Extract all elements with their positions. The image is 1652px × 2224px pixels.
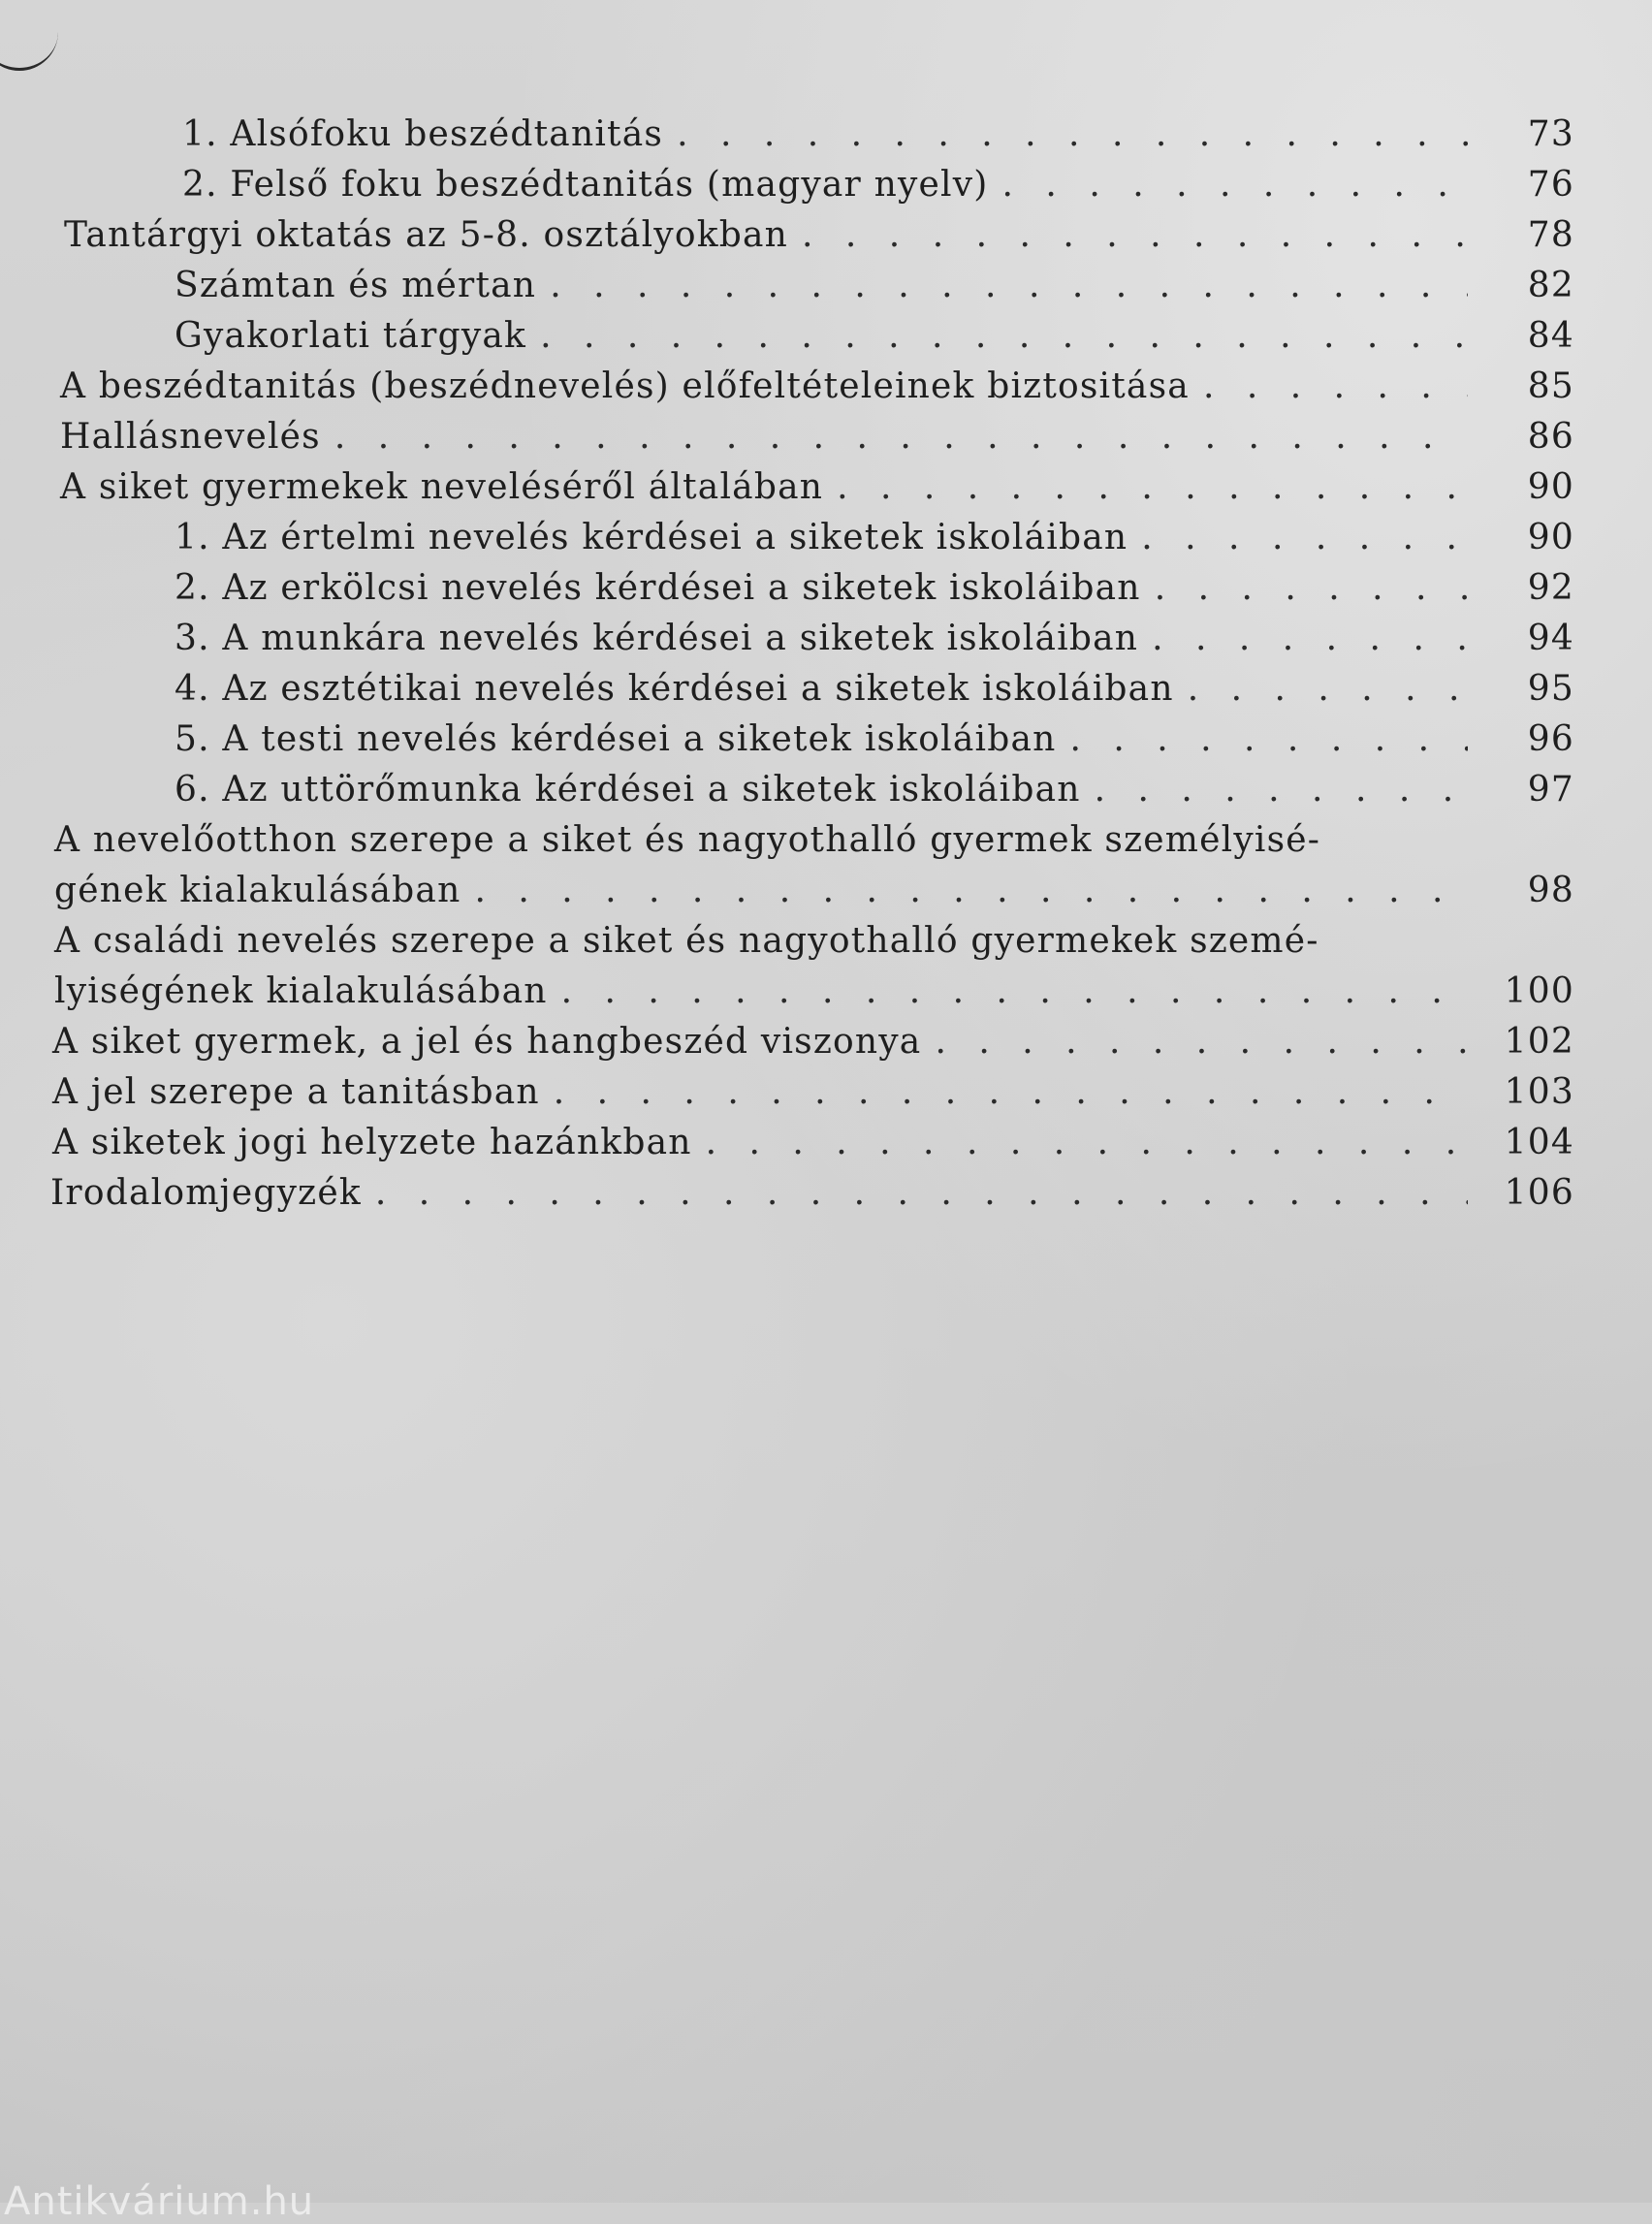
toc-entry-title: lyiségének kialakulásában <box>54 971 548 1011</box>
toc-entry-title: 1. Alsófoku beszédtanitás <box>182 114 664 154</box>
toc-entry <box>182 114 1574 163</box>
toc-entry-title: Gyakorlati tárgyak <box>175 316 527 356</box>
toc-entry <box>175 719 1574 768</box>
toc-entry-page: 78 <box>1527 215 1574 255</box>
toc-entry-page: 86 <box>1527 417 1574 457</box>
toc-entry-title: Irodalomjegyzék <box>50 1173 362 1213</box>
dot-leader <box>802 215 1468 255</box>
toc-entry <box>175 316 1574 365</box>
toc-entry <box>175 669 1574 717</box>
toc-entry <box>60 366 1574 415</box>
toc-entry-title: 1. Az értelmi nevelés kérdései a siketek iskoláiban <box>175 518 1128 557</box>
toc-entry <box>60 417 1574 465</box>
toc-entry-title: A jel szerepe a tanitásban <box>52 1072 540 1112</box>
toc-entry-title: Tantárgyi oktatás az 5-8. osztályokban <box>64 215 789 255</box>
toc-entry-page: 106 <box>1504 1173 1574 1213</box>
toc-entry-page: 97 <box>1527 770 1574 810</box>
dot-leader <box>1188 669 1468 709</box>
toc-entry-page: 73 <box>1527 114 1574 154</box>
toc-entry-page: 98 <box>1527 871 1574 910</box>
toc-entry <box>52 1072 1574 1121</box>
toc-entry-title: A családi nevelés szerepe a siket és nagyothalló gyermekek szemé- <box>54 921 1319 961</box>
toc-entry-title: Hallásnevelés <box>60 417 321 457</box>
toc-entry <box>175 518 1574 566</box>
toc-entry <box>60 467 1574 516</box>
toc-entry-page: 100 <box>1504 971 1574 1011</box>
toc-entry-page: 85 <box>1527 366 1574 406</box>
toc-entry-title: 6. Az uttörőmunka kérdései a siketek iskoláiban <box>175 770 1081 810</box>
toc-entry-page: 96 <box>1527 719 1574 759</box>
toc-entry <box>54 971 1574 1020</box>
toc-entry-page: 94 <box>1527 619 1574 658</box>
toc-entry <box>50 1173 1574 1222</box>
dot-leader <box>1152 619 1468 658</box>
dot-leader <box>1095 770 1468 810</box>
dot-leader <box>706 1123 1468 1162</box>
toc-entry-title: 4. Az esztétikai nevelés kérdései a siketek iskoláiban <box>175 669 1174 709</box>
toc-entry-page: 92 <box>1527 568 1574 608</box>
toc-entry <box>54 820 1574 869</box>
toc-entry <box>175 770 1574 818</box>
toc-entry <box>64 215 1574 264</box>
toc-entry-page: 90 <box>1527 467 1574 507</box>
dot-leader <box>1155 568 1468 608</box>
watermark: Antikvárium.hu <box>4 2179 315 2224</box>
dot-leader <box>550 266 1468 305</box>
toc-entry-title: A siket gyermekek neveléséről általában <box>60 467 824 507</box>
toc-entry-page: 82 <box>1527 266 1574 305</box>
toc-entry <box>182 165 1574 213</box>
dot-leader <box>1070 719 1469 759</box>
toc-entry-title: A beszédtanitás (beszédnevelés) előfeltételeinek biztositása <box>60 366 1190 406</box>
dot-leader <box>540 316 1468 356</box>
dot-leader <box>375 1173 1468 1213</box>
dot-leader <box>677 114 1468 154</box>
toc-entry-title: Számtan és mértan <box>175 266 537 305</box>
dot-leader <box>935 1022 1468 1062</box>
toc-entry-page: 104 <box>1504 1123 1574 1162</box>
toc-entry <box>52 1022 1574 1070</box>
dot-leader <box>1002 165 1468 205</box>
toc-entry-page: 84 <box>1527 316 1574 356</box>
toc-entry-title: gének kialakulásában <box>54 871 461 910</box>
toc-entry <box>54 921 1574 969</box>
dot-leader <box>1203 366 1468 406</box>
toc-entry <box>175 619 1574 667</box>
toc-entry <box>175 568 1574 617</box>
toc-entry <box>52 1123 1574 1171</box>
toc-entry-page: 76 <box>1527 165 1574 205</box>
dot-leader <box>334 417 1468 457</box>
toc-entry-title: 5. A testi nevelés kérdései a siketek iskoláiban <box>175 719 1057 759</box>
toc-entry-title: 2. Az erkölcsi nevelés kérdései a siketek iskoláiban <box>175 568 1141 608</box>
dot-leader <box>554 1072 1468 1112</box>
toc-entry-title: A nevelőotthon szerepe a siket és nagyothalló gyermek személyisé- <box>54 820 1321 860</box>
toc-entry-page: 102 <box>1504 1022 1574 1062</box>
toc-entry <box>175 266 1574 314</box>
dot-leader <box>837 467 1468 507</box>
toc-entry-title: A siket gyermek, a jel és hangbeszéd viszonya <box>52 1022 922 1062</box>
dot-leader <box>561 971 1468 1011</box>
toc-entry <box>54 871 1574 919</box>
toc-entry-title: A siketek jogi helyzete hazánkban <box>52 1123 692 1162</box>
toc-entry-title: 3. A munkára nevelés kérdései a siketek iskoláiban <box>175 619 1139 658</box>
toc-entry-page: 95 <box>1527 669 1574 709</box>
dot-leader <box>474 871 1468 910</box>
toc-entry-page: 103 <box>1504 1072 1574 1112</box>
toc-entry-title: 2. Felső foku beszédtanitás (magyar nyelv) <box>182 165 989 205</box>
dot-leader <box>1141 518 1468 557</box>
toc-entry-page: 90 <box>1527 518 1574 557</box>
